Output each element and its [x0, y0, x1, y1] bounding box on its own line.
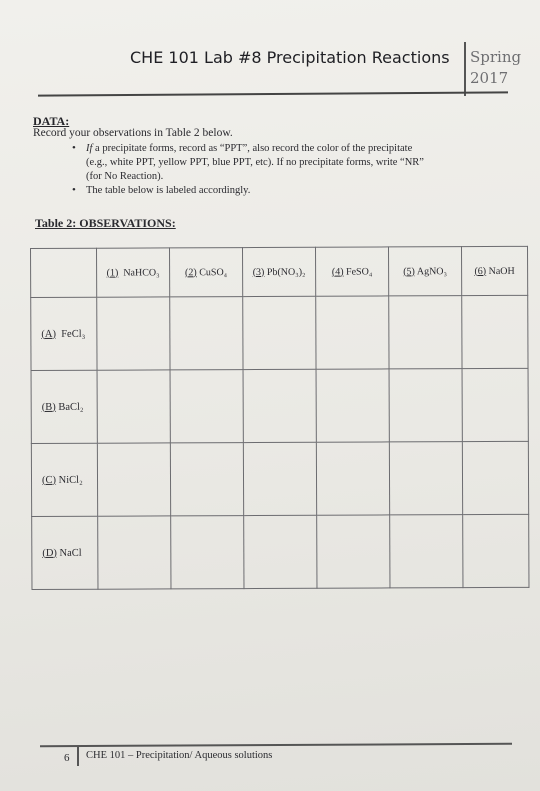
instruction-lead: If [86, 143, 93, 154]
observation-cell[interactable] [462, 368, 528, 441]
footer-divider [77, 746, 79, 766]
row-header: (C) NiCl₂ [31, 443, 97, 516]
observation-cell[interactable] [316, 296, 389, 369]
observation-cell[interactable] [243, 369, 316, 442]
page-number: 6 [64, 752, 70, 764]
column-header: (4) FeSO₄ [315, 247, 388, 296]
header-rule [38, 91, 508, 96]
instruction-text: The table below is labeled accordingly. [86, 185, 251, 196]
observation-cell[interactable] [97, 297, 170, 370]
observation-cell[interactable] [97, 443, 170, 516]
observation-cell[interactable] [389, 296, 462, 369]
row-header: (D) NaCl [32, 516, 98, 589]
observation-cell[interactable] [316, 369, 389, 442]
term-label [470, 47, 521, 89]
column-header: (5) AgNO₃ [388, 247, 461, 296]
observation-cell[interactable] [243, 442, 316, 515]
observation-cell[interactable] [97, 370, 170, 443]
instruction-item [86, 170, 526, 183]
observation-cell[interactable] [171, 516, 244, 589]
data-intro: Record your observations in Table 2 below. [33, 127, 233, 139]
instruction-item [86, 156, 526, 169]
observation-cell[interactable] [317, 515, 390, 588]
bullet-icon: • [72, 184, 76, 196]
footer-text: CHE 101 – Precipitation/ Aqueous solutions [86, 750, 273, 761]
instruction-text: (for No Reaction). [86, 171, 164, 182]
observation-cell[interactable] [170, 443, 243, 516]
header-divider [464, 42, 466, 96]
observation-cell[interactable] [462, 441, 528, 514]
observation-cell[interactable] [316, 442, 389, 515]
table-row [31, 441, 528, 516]
data-heading: DATA: [33, 114, 70, 128]
column-header: (6) NaOH [461, 246, 527, 295]
instruction-text: a precipitate forms, record as “PPT”, also record the color of the precipitate [92, 143, 413, 154]
observation-cell[interactable] [389, 442, 462, 515]
column-header: (2) CuSO₄ [170, 248, 243, 297]
row-header: (A) FeCl₃ [31, 297, 97, 370]
row-header: (B) BaCl₂ [31, 370, 97, 443]
observation-cell[interactable] [170, 297, 243, 370]
column-header: (3) Pb(NO₃)₂ [243, 247, 316, 296]
observation-cell[interactable] [463, 514, 529, 587]
table-row [32, 514, 529, 589]
observation-cell[interactable] [98, 516, 171, 589]
instruction-text: (e.g., white PPT, yellow PPT, blue PPT, etc). If no precipitate forms, write “NR” [86, 157, 424, 168]
table-row [31, 295, 528, 370]
table-header-row [31, 246, 528, 297]
observation-cell[interactable] [390, 515, 463, 588]
observation-cell[interactable] [389, 369, 462, 442]
table-heading: Table 2: OBSERVATIONS: [35, 216, 176, 230]
instruction-item [72, 142, 526, 155]
page-title: CHE 101 Lab #8 Precipitation Reactions [130, 48, 450, 67]
observation-cell[interactable] [170, 370, 243, 443]
table-row [31, 368, 528, 443]
bullet-icon: • [72, 142, 76, 154]
corner-cell [31, 248, 97, 297]
footer-rule [40, 743, 512, 747]
observation-cell[interactable] [244, 515, 317, 588]
column-header: (1) NaHCO₃ [97, 248, 170, 297]
observation-cell[interactable] [243, 296, 316, 369]
observations-table [30, 246, 529, 590]
term-season: Spring [470, 48, 522, 66]
observation-cell[interactable] [462, 295, 528, 368]
instruction-item [72, 184, 526, 197]
instruction-list [72, 142, 526, 198]
term-year: 2017 [470, 69, 509, 87]
